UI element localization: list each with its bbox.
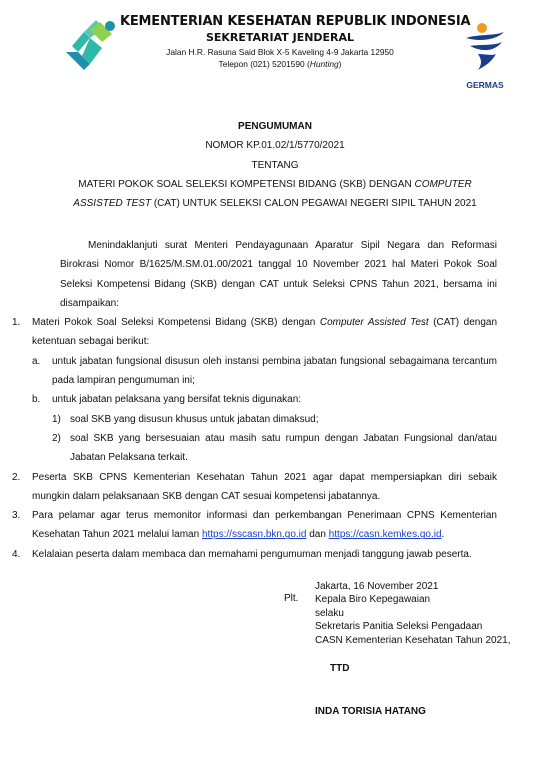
sub-list-item: a. untuk jabatan fungsional disusun oleh instansi pembina jabatan fungsional sebagaimana tercantum pada lampiran pengumuman ini; [32, 355, 497, 387]
germas-label: GERMAS [466, 80, 504, 90]
subject-line-1: MATERI POKOK SOAL SELEKSI KOMPETENSI BIDANG (SKB) DENGAN COMPUTER [78, 179, 472, 190]
sub-sub-list-item: 2) soal SKB yang bersesuaian atau masih satu rumpun dengan Jabatan Fungsional dan/atau Jabatan Pelaksana terkait. [52, 432, 497, 464]
letterhead [120, 14, 471, 69]
address-line: Jalan H.R. Rasuna Said Blok X-5 Kaveling 4-9 Jakarta 12950 [166, 47, 394, 57]
ministry-name: KEMENTERIAN KESEHATAN REPUBLIK INDONESIA [120, 14, 471, 29]
plt-label: Plt. [284, 593, 299, 604]
main-list [12, 313, 497, 564]
sub-sub-list-item: 1) soal SKB yang disusun khusus untuk jabatan dimaksud; [52, 413, 319, 425]
list-item: 3. Para pelamar agar terus memonitor informasi dan perkembangan Penerimaan CPNS Kementerian Kesehatan Tahun 2021 melalui laman https://sscasn.bkn.go.id dan https://casn.kemkes.go.id. [12, 510, 497, 541]
intro-paragraph: Menindaklanjuti surat Menteri Pendayagunaan Aparatur Sipil Negara dan Reformasi Birokrasi Nomor B/1625/M.SM.01.00/2021 tanggal 10 November 2021 hal Materi Pokok Soal Seleksi Kompetensi Bidang (SKB) dengan CAT untuk Seleksi CPNS Tahun 2021, bersama ini disampaikan: [60, 240, 497, 309]
signatory-name: INDA TORISIA HATANG [315, 706, 426, 717]
place-date: Jakarta, 16 November 2021 [315, 581, 439, 592]
signature-ttd: TTD [330, 663, 350, 674]
announcement-number: NOMOR KP.01.02/1/5770/2021 [205, 140, 345, 151]
kemenkes-logo-icon [62, 18, 118, 74]
list-item: 2. Peserta SKB CPNS Kementerian Kesehatan Tahun 2021 agar dapat mempersiapkan diri sebaik mungkin dalam pelaksanaan SKB dengan CAT sesuai kompetensi jabatannya. [12, 471, 497, 502]
list-item: 1. Materi Pokok Soal Seleksi Kompetensi Bidang (SKB) dengan Computer Assisted Test (CAT) dengan ketentuan sebagai berikut: a. untuk jabatan fungsional disusun oleh instansi pembina jabatan fungsional sebagaimana tercantum pada lampiran pengumuman ini; b. untuk jabatan pelaksana yang bersifat teknis digunakan: 1) soal SKB yang disusun khusus untuk jabatan dimaksud; 2) soal SKB yang bersesuaian atau masih satu rumpun dengan Jabatan Fungsional dan/atau Jabatan Pelaksana terkait. [12, 313, 497, 467]
germas-logo-icon [460, 20, 510, 80]
announcement-body [12, 236, 498, 564]
sscasn-link[interactable]: https://sscasn.bkn.go.id [201, 529, 307, 541]
sub-list-item: b. untuk jabatan pelaksana yang bersifat teknis digunakan: [32, 394, 302, 406]
casn-kemkes-link[interactable]: https://casn.kemkes.go.id [328, 529, 442, 541]
announcement-about: TENTANG [251, 160, 299, 171]
secretariat-name: SEKRETARIAT JENDERAL [205, 31, 355, 44]
phone-line: Telepon (021) 5201590 (Hunting) [218, 59, 342, 69]
list-item: 4. Kelalaian peserta dalam membaca dan memahami pengumuman menjadi tanggung jawab peserta. [12, 548, 472, 560]
announcement-title: PENGUMUMAN [238, 121, 312, 132]
signatory-title: Kepala Biro Kepegawaian selaku Sekretaris Panitia Seleksi Pengadaan CASN Kementerian Kesehatan Tahun 2021, [315, 594, 511, 646]
subject-line-2: ASSISTED TEST (CAT) UNTUK SELEKSI CALON PEGAWAI NEGERI SIPIL TAHUN 2021 [73, 198, 477, 209]
